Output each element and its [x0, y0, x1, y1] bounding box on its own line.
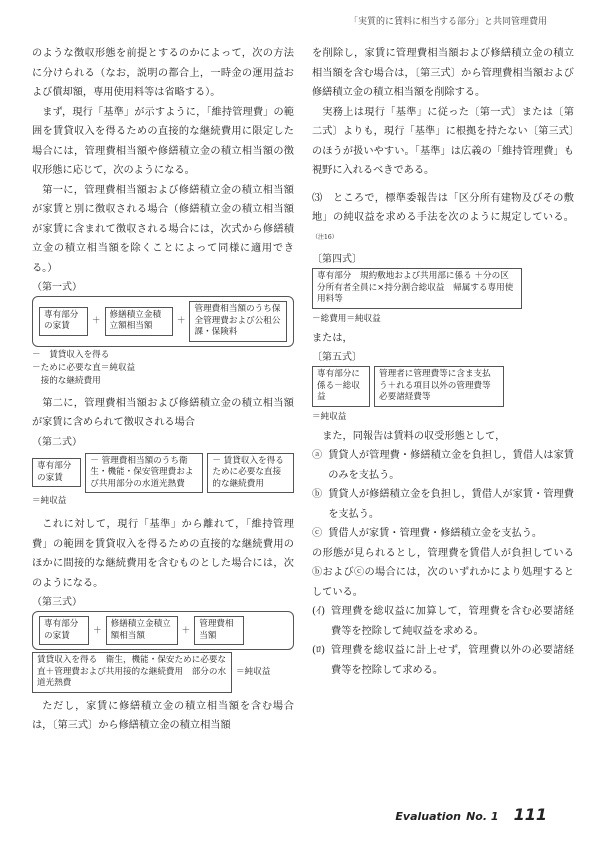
list-item: (ﾛ) 管理費を総収益に計上せず，管理費以外の必要諸経費等を控除して求める。 [312, 645, 574, 676]
paragraph: また，同報告は賃料の収受形態として， [322, 430, 506, 442]
formula-operator: ＋ [91, 316, 101, 327]
formula-result: －総費用＝純収益 [312, 313, 381, 324]
formula-term: 修繕積立金積立額相当額 [106, 616, 178, 645]
formula-label: 〔第五式〕 [312, 352, 362, 364]
formula-term: 管理費相当額 [194, 616, 244, 645]
paragraph: まず，現行「基準」が示すように，「維持管理費」の範囲を賃貸収入を得るための直接的な継続費用に限定した場合には，管理費相当額や修繕積立金の積立相当額の徴収形態に応じて，次のようになる。 [32, 106, 294, 176]
paragraph: ⑶ ところで，標準委報告は「区分所有建物及びその敷地」の純収益を求める手法を次のように規定している。$^{(注16)}$ [312, 192, 574, 241]
formula-3: 専有部分の家賃 ＋ 修繕積立金積立額相当額 ＋ 管理費相当額 [32, 611, 294, 650]
formula-label: （第二式） [32, 436, 82, 448]
formula-term: 専有部分の家賃 [32, 458, 81, 487]
paragraph: 第一に，管理費相当額および修繕積立金の積立相当額が家賃と別に徴収される場合（修繕積立金の積立相当額が家賃に含まれて徴収される場合には，次式から修繕積立金の積立相当額を除くことによって同様に適用できる。） [32, 184, 294, 274]
page-footer [395, 805, 547, 824]
list-item: ⓐ 賃貸人が管理費・修繕積立金を負担し，賃借人は家賃のみを支払う。 [312, 450, 574, 481]
journal-name: Evaluation [395, 810, 461, 823]
formula-term: 管理費相当額のうち保全管理費および公租公課・保険料 [189, 301, 287, 342]
method-list [312, 602, 574, 680]
list-item: (ｲ) 管理費を総収益に加算して，管理費を含む必要諸経費等を控除して純収益を求める。 [312, 606, 574, 637]
left-column [32, 44, 294, 736]
paragraph: 実務上は現行「基準」に従った〔第一式〕または〔第二式〕よりも，現行「基準」に根拠を持たない〔第三式〕のほうが扱いやすい。「基準」は広義の「維持管理費」も視野に入れるべきである。 [312, 106, 574, 176]
formula-operator: ＋ [176, 316, 186, 327]
paragraph: の形態が見られるとし，管理費を賃借人が負担しているⓑおよびⓒの場合には，次のいずれかにより処理するとしている。 [312, 547, 574, 598]
formula-1 [32, 296, 294, 347]
formula-result: ＝純収益 [32, 496, 67, 506]
formula-2 [32, 453, 294, 494]
formula-term: － 管理費相当額のうち衛生・機能・保安管理費および共用部分の水道光熱費 [85, 453, 203, 494]
footnote-ref: （注16） [312, 233, 338, 241]
formula-term: 専有部分に係る－総収益 [312, 366, 370, 407]
page-number: 111 [513, 805, 547, 824]
formula-continuation: － 賃貸収入を得る －ために必要な直＝純収益 接的な継続費用 [32, 349, 136, 386]
formula-term: 修繕積立金積立額相当額 [105, 307, 173, 336]
paragraph: を削除し，家賃に管理費相当額および修繕積立金の積立相当額を含む場合は，〔第三式〕から管理費相当額および修繕積立金の積立相当額を削除する。 [312, 48, 574, 98]
formula-term: 管理者に管理費等に含ま支払う＋れる項目以外の管理費等 必要諸経費等 [374, 366, 504, 407]
paragraph: これに対して，現行「基準」から離れて，「維持管理費」の範囲を賃貸収入を得るための直接的な継続費用のほかに間接的な継続費用を含むものとした場合には，次のようになる。 [32, 519, 294, 589]
list-item: ⓒ 賃借人が家賃・管理費・修繕積立金を支払う。 [312, 528, 543, 540]
formula-term: 賃貸収入を得る 衛生，機能・保安ために必要な直＋管理費および共用接的な継続費用 部分の水道光熱費 [32, 652, 232, 693]
list-item: ⓑ 賃貸人が修繕積立金を負担し，賃借人が家賃・管理費を支払う。 [312, 489, 574, 520]
running-header: 「実質的に賃料に相当する部分」と共同管理費用 [348, 17, 547, 27]
formula-5 [312, 366, 574, 407]
paragraph: のような徴収形態を前提とするのかによって，次の方法に分けられる（なお，説明の都合上，一時金の運用益および償却額，専用使用料等は省略する）。 [32, 48, 294, 98]
formula-term: 専有部分の家賃 [39, 307, 88, 336]
paragraph: ただし，家賃に修繕積立金の積立相当額を含む場合は，〔第三式〕から修繕積立金の積立相当額 [32, 700, 294, 731]
right-column [312, 44, 574, 680]
formula-4: 専有部分 規約敷地および共用部に係る ＋分の区分所有者全員に×持分割合総収益 帰属する専用使用料等 [312, 268, 522, 309]
formula-label: 〔第四式〕 [312, 254, 362, 266]
formula-label: （第一式） [32, 282, 82, 293]
formula-result: ＝純収益 [312, 411, 347, 422]
formula-term: 専有部分の家賃 [39, 616, 89, 645]
formula-term: － 賃貸収入を得るために必要な直接的な継続費用 [207, 453, 294, 494]
paragraph: または， [312, 332, 353, 344]
formula-label: （第三式） [32, 597, 82, 608]
case-list [312, 446, 574, 544]
formula-result: ＝純収益 [236, 667, 271, 678]
paragraph: 第二に，管理費相当額および修繕積立金の積立相当額が家賃に含められて徴収される場合 [32, 397, 294, 428]
issue-number: No. 1 [466, 810, 499, 823]
